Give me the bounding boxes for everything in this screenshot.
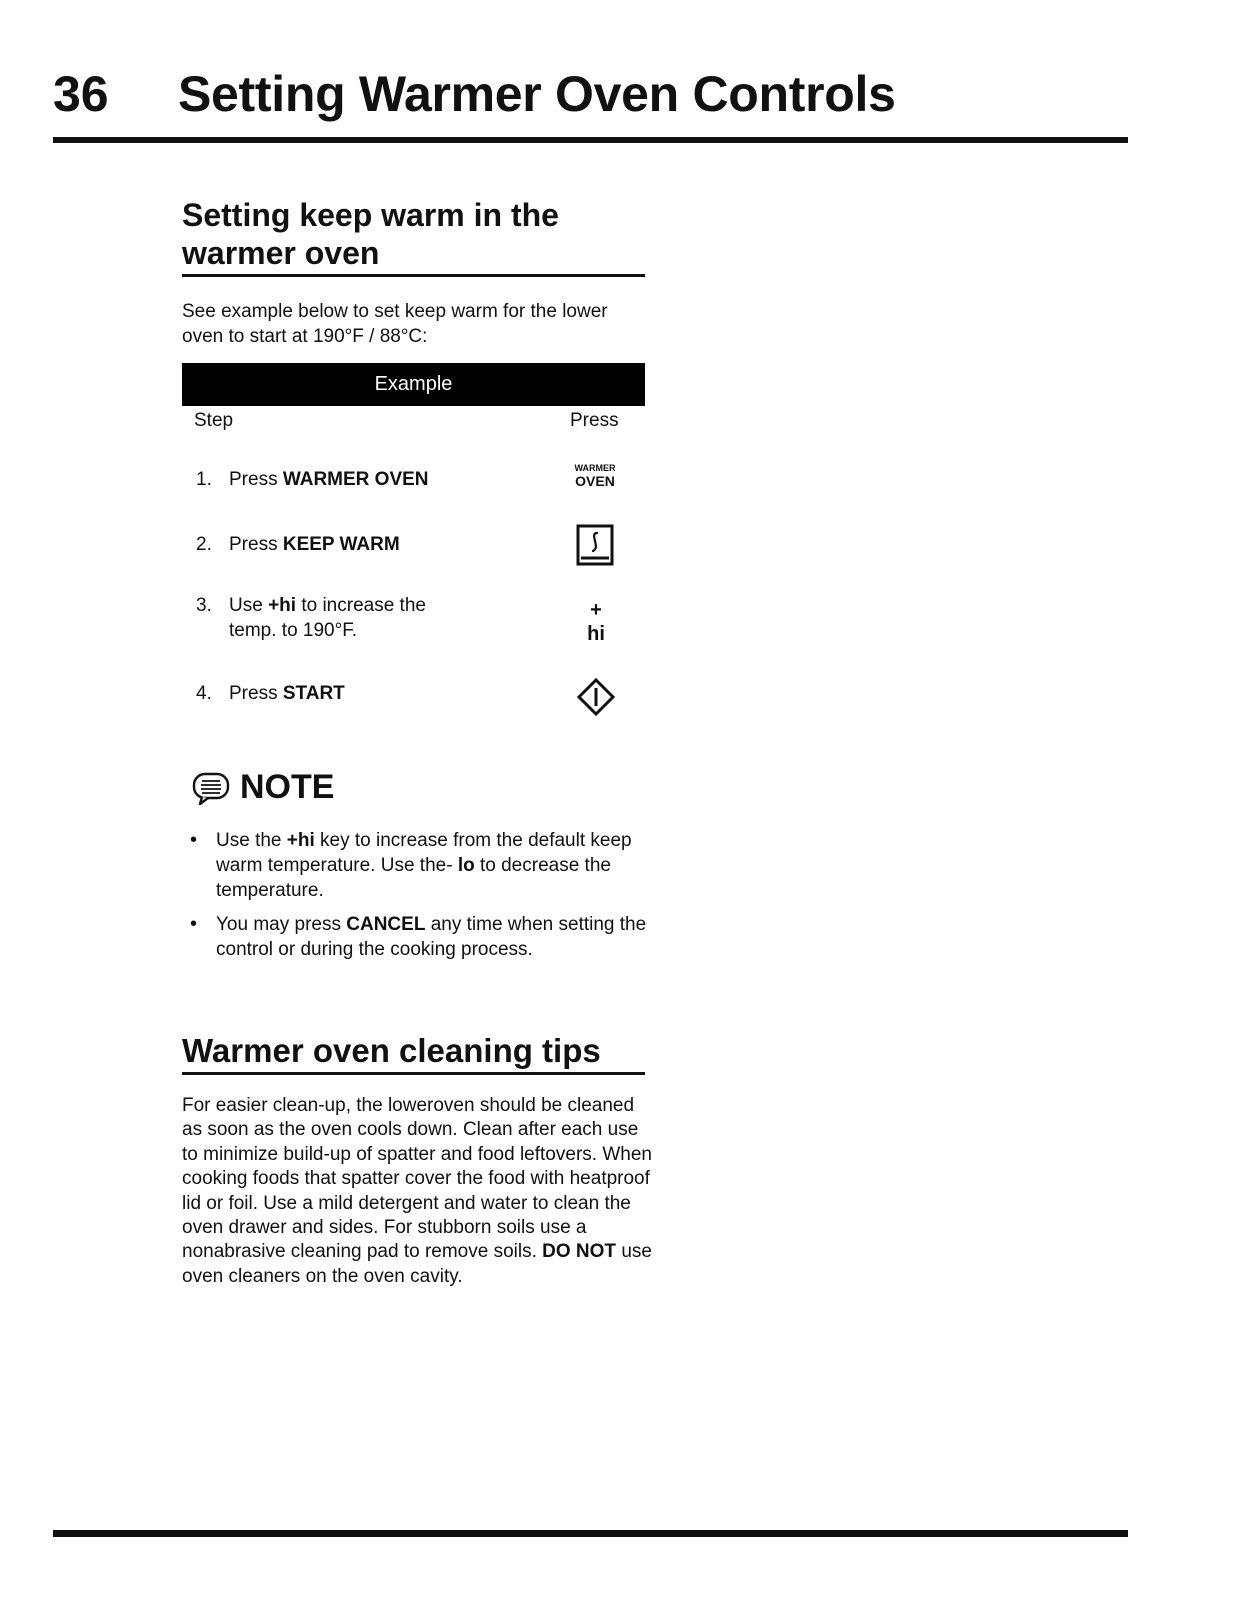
step-key-name: KEEP WARM: [282, 534, 400, 555]
note-text: any time when setting the control or during the cooking process.: [216, 914, 647, 960]
heading-underline: [182, 274, 645, 277]
press-column-header: Press: [570, 410, 619, 431]
warmer-key-label-bottom: OVEN: [575, 473, 615, 489]
step-text: Use: [229, 595, 269, 616]
step-number: 3.: [196, 595, 212, 616]
step-number: 1.: [196, 469, 212, 490]
page-title: Setting Warmer Oven Controls: [178, 66, 896, 122]
step-text: Press: [229, 683, 283, 704]
keep-warm-heading: Setting keep warm in the warmer oven: [182, 197, 559, 271]
header-rule: [53, 137, 1128, 143]
note-title: NOTE: [240, 768, 335, 806]
hi-key-label: hi: [587, 623, 605, 645]
heading-underline: [182, 1072, 645, 1075]
step-number: 4.: [196, 683, 212, 704]
cleaning-text: use oven cleaners on the oven cavity.: [182, 1241, 652, 1287]
step-3: [196, 593, 426, 643]
cleaning-body: [182, 1094, 652, 1289]
step-4: [196, 681, 345, 706]
step-text-line2: temp. to 190°F.: [229, 620, 357, 641]
step-text-suffix: to increase the: [296, 595, 426, 616]
step-2: [196, 532, 400, 557]
page-number: 36: [53, 66, 109, 122]
cleaning-warning: DO NOT: [542, 1241, 617, 1263]
step-text: Press: [229, 534, 283, 555]
keep-warm-intro: See example below to set keep warm for the lower oven to start at 190°F / 88°C:: [182, 301, 608, 347]
cleaning-heading: Warmer oven cleaning tips: [182, 1032, 601, 1069]
step-key-name: START: [282, 683, 345, 704]
note-key-name: lo: [457, 855, 475, 876]
footer-rule: [53, 1530, 1128, 1537]
keep-warm-section: [182, 196, 645, 277]
warmer-key-label-top: WARMER: [574, 463, 616, 473]
step-key-name: WARMER OVEN: [282, 469, 429, 490]
page-header: [53, 62, 1128, 126]
note-text: You may press: [216, 914, 347, 935]
note-text: Use the: [216, 830, 287, 851]
keep-warm-key-icon: [576, 524, 614, 571]
note-key-name: CANCEL: [346, 914, 426, 935]
cleaning-section: [182, 1032, 645, 1075]
note-text: key to increase from the default keep warm temperature. Use the-: [216, 830, 632, 876]
cleaning-text: For easier clean-up, the loweroven should be cleaned as soon as the oven cools down. Clean after each use to minimize build-up of spatter and food leftovers. When cooking foods that spatter cover the food with heatproof lid or foil. Use a mild detergent and water to clean the oven drawer and sides. For stubborn soils use a nonabrasive cleaning pad to remove soils.: [182, 1095, 652, 1263]
note-icon: [192, 772, 230, 811]
hi-key-plus: +: [590, 599, 602, 621]
hi-key-icon: [582, 598, 610, 646]
step-1: [196, 467, 429, 492]
note-list: [190, 828, 650, 971]
note-item: [190, 912, 650, 962]
step-number: 2.: [196, 534, 212, 555]
note-text: to decrease the temperature.: [216, 855, 611, 901]
note-key-name: +hi: [286, 830, 315, 851]
example-banner: Example: [182, 363, 645, 406]
note-item: [190, 828, 650, 903]
step-text: Press: [229, 469, 283, 490]
step-key-name: +hi: [268, 595, 297, 616]
step-column-header: Step: [194, 410, 234, 431]
warmer-oven-key-icon: [569, 463, 621, 489]
start-key-icon: [576, 677, 616, 722]
